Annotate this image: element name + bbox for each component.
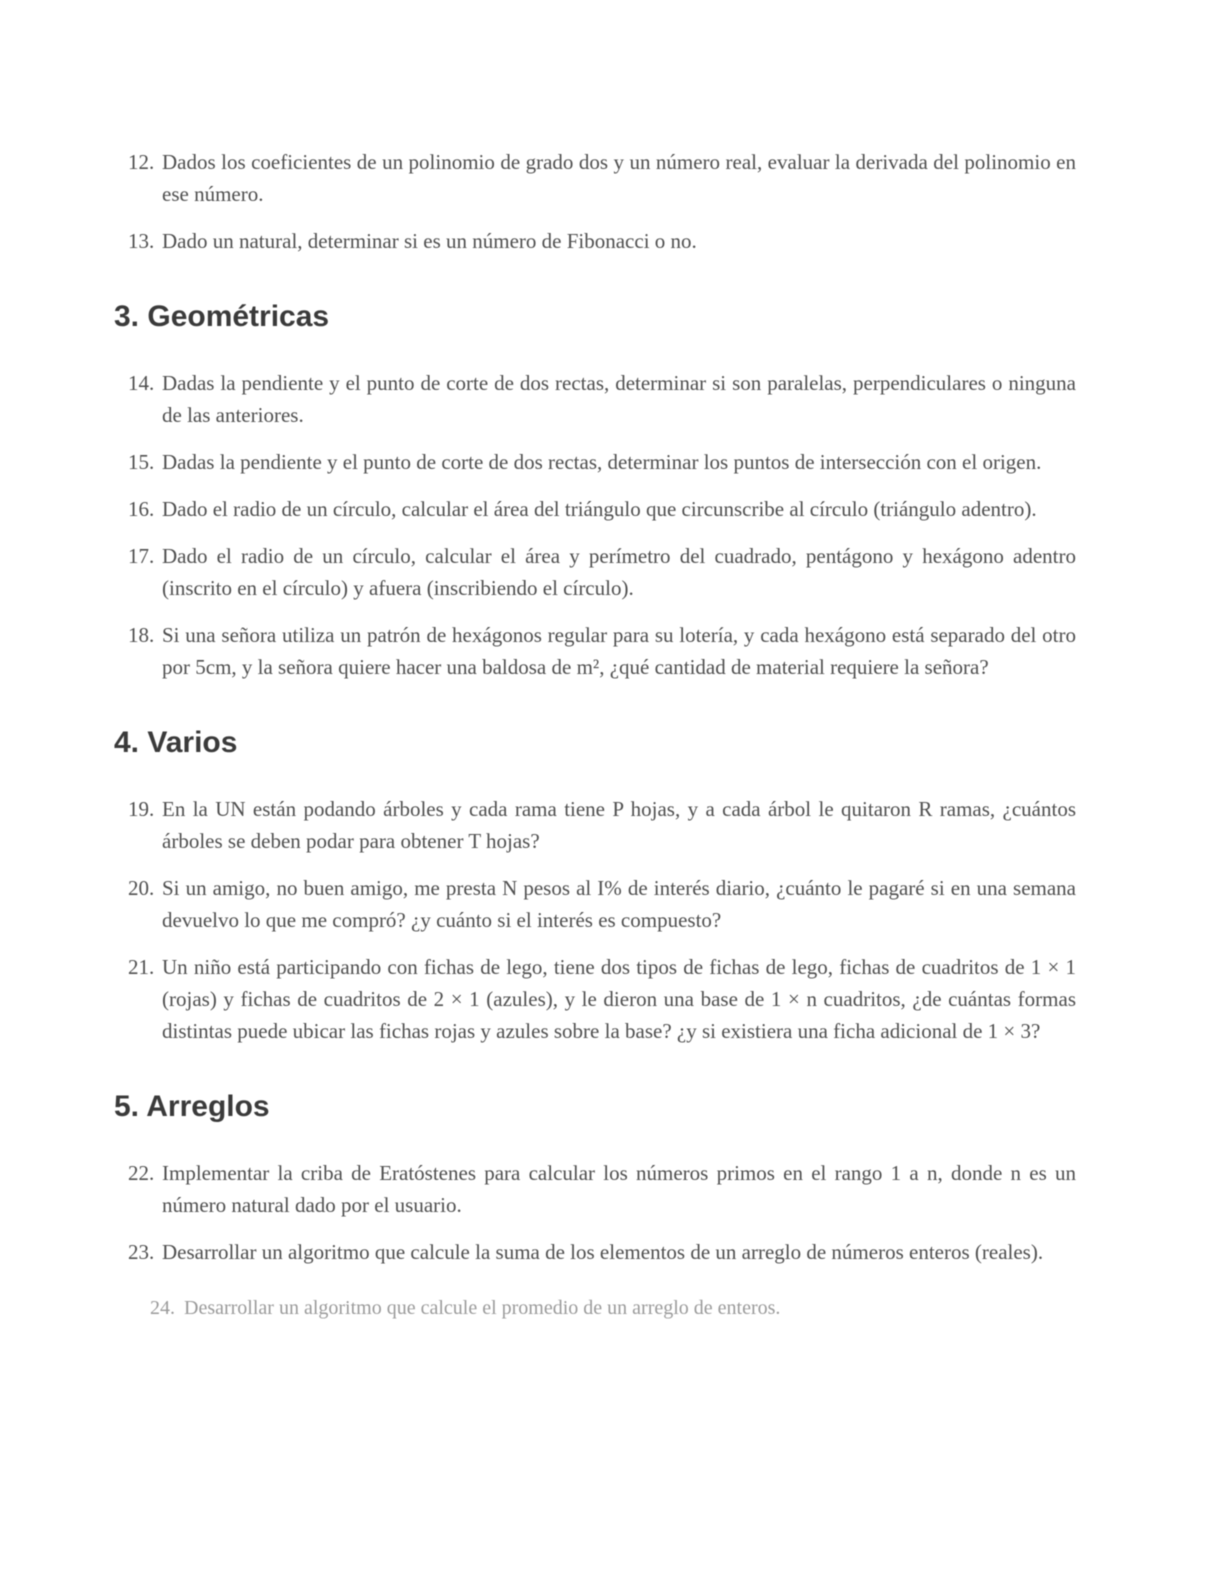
list-item — [128, 446, 1076, 478]
item-text: Dado el radio de un círculo, calcular el área y perímetro del cuadrado, pentágono y hexágono adentro (inscrito en el círculo) y afuera (inscribiendo el círculo). — [162, 544, 1076, 600]
item-number: 24. — [150, 1297, 175, 1319]
item-text: Si una señora utiliza un patrón de hexágonos regular para su lotería, y cada hexágono está separado del otro por 5cm, y la señora quiere hacer una baldosa de m², ¿qué cantidad de material requiere la señora? — [162, 623, 1076, 679]
section-heading-varios: 4. Varios — [114, 726, 238, 759]
item-number: 17. — [128, 544, 155, 568]
list-item — [128, 493, 1076, 525]
item-number: 19. — [128, 797, 155, 821]
item-text: Desarrollar un algoritmo que calcule el promedio de un arreglo de enteros. — [184, 1297, 781, 1319]
item-text: Dado un natural, determinar si es un número de Fibonacci o no. — [162, 229, 697, 253]
item-text: Si un amigo, no buen amigo, me presta N pesos al I% de interés diario, ¿cuánto le pagaré si en una semana devuelvo lo que me compró? ¿y cuánto si el interés es compuesto? — [162, 876, 1076, 932]
section-heading-geometricas: 3. Geométricas — [114, 300, 330, 333]
list-item — [128, 540, 1076, 604]
list-item — [128, 793, 1076, 857]
list-item-trailing — [150, 1292, 1076, 1324]
list-item — [128, 225, 1076, 257]
item-number: 14. — [128, 371, 155, 395]
section-heading-arreglos: 5. Arreglos — [114, 1090, 270, 1123]
item-number: 15. — [128, 450, 155, 474]
item-number: 16. — [128, 497, 155, 521]
item-text: Implementar la criba de Eratóstenes para calcular los números primos en el rango 1 a n, donde n es un número natural dado por el usuario. — [162, 1161, 1076, 1217]
item-text: Un niño está participando con fichas de lego, tiene dos tipos de fichas de lego, fichas de cuadritos de 1 × 1 (rojas) y fichas de cuadritos de 2 × 1 (azules), y le dieron una base de 1 × n cuadritos, ¿de cuántas formas distintas puede ubicar las fichas rojas y azules sobre la base? ¿y si existiera una ficha adicional de 1 × 3? — [162, 955, 1076, 1043]
item-number: 23. — [128, 1240, 155, 1264]
item-number: 12. — [128, 150, 155, 174]
item-text: En la UN están podando árboles y cada rama tiene P hojas, y a cada árbol le quitaron R ramas, ¿cuántos árboles se deben podar para obtener T hojas? — [162, 797, 1076, 853]
item-text: Dado el radio de un círculo, calcular el área del triángulo que circunscribe al círculo (triángulo adentro). — [162, 497, 1037, 521]
list-item — [128, 872, 1076, 936]
list-item — [128, 1236, 1076, 1268]
item-text: Dadas la pendiente y el punto de corte de dos rectas, determinar si son paralelas, perpendiculares o ninguna de las anteriores. — [162, 371, 1076, 427]
item-number: 13. — [128, 229, 155, 253]
item-number: 18. — [128, 623, 155, 647]
list-item — [128, 619, 1076, 683]
list-item — [128, 146, 1076, 210]
item-number: 20. — [128, 876, 155, 900]
item-text: Dados los coeficientes de un polinomio de grado dos y un número real, evaluar la derivada del polinomio en ese número. — [162, 150, 1076, 206]
item-number: 21. — [128, 955, 155, 979]
item-text: Desarrollar un algoritmo que calcule la suma de los elementos de un arreglo de números enteros (reales). — [162, 1240, 1044, 1264]
list-item — [128, 951, 1076, 1047]
item-text: Dadas la pendiente y el punto de corte de dos rectas, determinar los puntos de intersección con el origen. — [162, 450, 1042, 474]
document-page — [114, 146, 1076, 1339]
list-item — [128, 367, 1076, 431]
list-item — [128, 1157, 1076, 1221]
item-number: 22. — [128, 1161, 155, 1185]
